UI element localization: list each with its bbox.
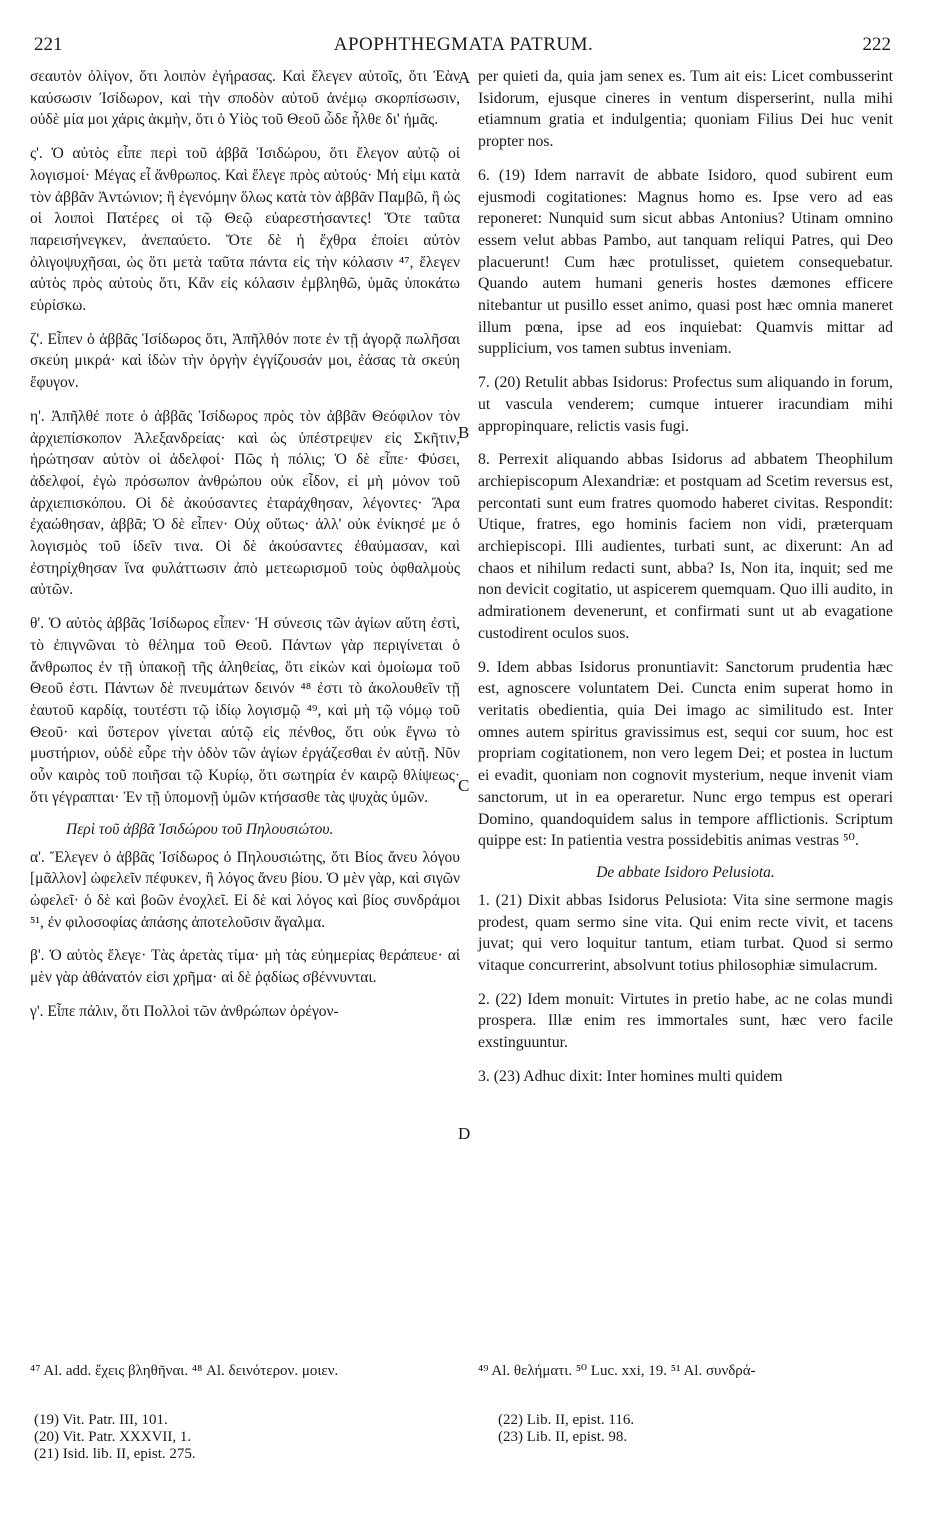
reference-line: (22) Lib. II, epist. 116. [498, 1412, 635, 1428]
greek-paragraph: β'. Ὁ αὐτὸς ἔλεγε· Τὰς ἀρετὰς τίμα· μὴ τὰς εὐημερίας θεράπευε· αἱ μὲν γὰρ ἀθάνατόν εἰσι χρῆμα· αἱ δὲ ῥᾳδίως σβέννυνται. [30, 947, 460, 987]
page-header [0, 0, 927, 60]
margin-letter-c: C [458, 776, 470, 795]
latin-paragraph: 2. (22) Idem monuit: Virtutes in pretio habe, ac ne colas mundi prospera. Illæ enim res immortales sunt, hæc vero facile exstinguuntur. [478, 990, 893, 1052]
latin-paragraph: 1. (21) Dixit abbas Isidorus Pelusiota: Vita sine sermone magis prodest, quam sermo sine vita. Qui enim recte vivit, et tacens juvat; qui vero loquitur tantum, etiam turbat. Quod si sermo vitaque concurrerint, absolvunt totius philosophiæ simulacrum. [478, 891, 893, 975]
greek-paragraph: σεαυτὸν ὀλίγον, ὅτι λοιπὸν ἐγήρασας. Καὶ ἔλεγεν αὐτοῖς, ὅτι Ἐὰν καύσωσιν Ἰσίδωρον, καὶ τὴν σποδὸν αὐτοῦ ἀνέμῳ σκορπίσωσιν, οὐδὲ μία μοι χάρις ἀκμὴν, ὅτι ὁ Υἱὸς τοῦ Θεοῦ ὧδε ἦλθε δι' ἡμᾶς. [30, 68, 460, 129]
greek-paragraph: γ'. Εἶπε πάλιν, ὅτι Πολλοὶ τῶν ἀνθρώπων ὀρέγον- [30, 1002, 339, 1020]
greek-paragraph: η'. Ἀπῆλθέ ποτε ὁ ἀββᾶς Ἰσίδωρος πρὸς τὸν ἀββᾶν Θεόφιλον τὸν ἀρχιεπίσκοπον Ἀλεξανδρείας· καὶ ὡς ὑπέστρεψεν εἰς Σκῆτιν, ἠρώτησαν αὐτὸν οἱ ἀδελφοί· Πῶς ἡ πόλις; Ὁ δὲ εἶπε· Φύσει, ἀδελφοί, ἐγὼ πρόσωπον ἀνθρώπου οὐκ εἶδον, εἰ μὴ μόνον τοῦ ἀρχιεπισκόπου. Οἱ δὲ ἀκούσαντες ἐταράχθησαν, λέγοντες· Ἄρα ἐχαώθησαν, ἀββᾶ; Ὁ δὲ εἶπεν· Οὐχ οὕτως· ἀλλ' οὐκ ἐνίκησέ με ὁ λογισμὸς τοῦ ἰδεῖν τινα. Οἱ δὲ ἀκούσαντες ἐθαύμασαν, καὶ ἐστηρίχθησαν ἵνα φυλάττωσιν ἀπὸ μετεωρισμοῦ τοὺς ὀφθαλμοὺς αὐτῶν. [30, 407, 460, 599]
greek-column [30, 66, 460, 1034]
reference-line: (21) Isid. lib. II, epist. 275. [34, 1446, 196, 1462]
reference-line: (23) Lib. II, epist. 98. [498, 1429, 628, 1445]
greek-section-heading: Περὶ τοῦ ἀββᾶ Ἰσιδώρου τοῦ Πηλουσιώτου. [66, 820, 334, 838]
references-right [498, 1412, 898, 1446]
latin-paragraph: 3. (23) Adhuc dixit: Inter homines multi quidem [478, 1067, 783, 1085]
greek-paragraph: ζ'. Εἶπεν ὁ ἀββᾶς Ἰσίδωρος ὅτι, Ἀπῆλθόν ποτε ἐν τῇ ἀγορᾷ πωλῆσαι σκεύη μικρά· καὶ ἰδὼν τὴν ὀργὴν ἐγγίζουσάν μοι, ἐάσας τὰ σκεύη ἔφυγον. [30, 330, 460, 392]
margin-letter-a: A [458, 68, 471, 87]
greek-footnote: ⁴⁷ Al. add. ἔχεις βληθῆναι. ⁴⁸ Al. δεινότερον. μοιεν. [30, 1363, 339, 1379]
reference-line: (20) Vit. Patr. XXXVII, 1. [34, 1429, 192, 1445]
latin-paragraph: 8. Perrexit aliquando abbas Isidorus ad abbatem Theophilum archiepiscopum Alexandriæ: et postquam ad Scetim reversus est, percontati sunt eum fratres quomodo haberet civitas. Respondit: Utique, fratres, ego hominis faciem non vidi, præterquam archiepiscopi. Illi audientes, turbati sunt, ac dixerunt: An ad chaos et nihilum redacti sunt, abba? Is, Non ita, inquit; sed me non devicit cogitatio, ut aspicerem quemquam. Quo illi audito, in admirationem devenerunt, et confirmati sunt ut ab evagatione custodirent oculos suos. [478, 451, 893, 642]
margin-letter-b: B [458, 423, 470, 442]
latin-footnote: ⁴⁹ Al. θελήματι. ⁵⁰ Luc. xxi, 19. ⁵¹ Al. συνδρά- [478, 1363, 756, 1379]
latin-paragraph: 7. (20) Retulit abbas Isidorus: Profectus sum aliquando in forum, ut vascula venderem; cumque intuerer iracundiam mihi appropinquare, relictis vasis fugi. [478, 374, 893, 435]
latin-section-heading: De abbate Isidoro Pelusiota. [596, 863, 775, 881]
latin-column [478, 66, 893, 1100]
latin-paragraph: per quieti da, quia jam senex es. Tum ait eis: Licet combusserint Isidorum, ejusque cineres in ventum disperserint, nulla mihi etiamnum gratia et indulgentia; quoniam Filius Dei huc venit propter nos. [478, 68, 893, 151]
reference-line: (19) Vit. Patr. III, 101. [34, 1412, 168, 1428]
latin-paragraph: 9. Idem abbas Isidorus pronuntiavit: Sanctorum prudentia hæc est, agnoscere voluntatem Dei. Cuncta enim superat homo in veritatis obedientia, quia Dei imago ac similitudo est. Inter omnes autem spiritus gravissimus est, sequi cor suum, hoc est propriam cogitationem, non vero legem Dei; et postea in luctum ei evadit, quoniam non cognovit mysterium, neque invenit viam sanctorum, ut in ea operaretur. Nunc ergo tempus est operari Domino, quandoquidem salus in tempore afflictionis. Scriptum quippe est: In patientia vestra possidebitis animas vestras ⁵⁰. [478, 658, 893, 850]
left-page-number: 221 [34, 34, 63, 55]
greek-paragraph: θ'. Ὁ αὐτὸς ἀββᾶς Ἰσίδωρος εἶπεν· Ἡ σύνεσις τῶν ἁγίων αὕτη ἐστὶ, τὸ ἐπιγνῶναι τὸ θέλημα τοῦ Θεοῦ. Πάντων γὰρ περιγίνεται ὁ ἄνθρωπος ἐν τῇ ὑπακοῇ τῆς ἀληθείας, ὅτι εἰκὼν καὶ ὁμοίωμα τοῦ Θεοῦ ἐστι. Πάντων δὲ πνευμάτων δεινόν ⁴⁸ ἐστι τὸ ἀκολουθεῖν τῇ ἑαυτοῦ καρδίᾳ, τουτέστι τῷ ἰδίῳ λογισμῷ ⁴⁹, καὶ μὴ τῷ νόμῳ τοῦ Θεοῦ· καὶ ὕστερον γίνεται αὐτῷ εἰς πένθος, ὅτι οὐκ ἔγνω τὸ μυστήριον, οὐδὲ εὗρε τὴν ὁδὸν τῶν ἁγίων ἐργάζεσθαι ἐν αὐτῇ. Νῦν οὖν καιρὸς τοῦ ποιῆσαι τῷ Κυρίῳ, ὅτι σωτηρία ἐν καιρῷ θλίψεως· ὅτι γέγραπται· Ἐν τῇ ὑπομονῇ ὑμῶν κτήσασθε τὰς ψυχὰς ὑμῶν. [30, 615, 460, 806]
right-page-number: 222 [862, 34, 891, 55]
running-title: APOPHTHEGMATA PATRUM. [333, 34, 594, 55]
latin-paragraph: 6. (19) Idem narravit de abbate Isidoro, quod subirent eum ejusmodi cogitationes: Magnus homo es. Ipse vero ad eas reponeret: Nunquid sum sicut abbas Antonius? Utinam omnino essem velut abbas Pambo, aut tanquam reliqui Patres, qui Deo placuerunt! Cum hæc protulisset, quietem consequebatur. Quando autem humani generis hostes dæmones efficere nitebantur ut pusillo esset animo, quasi post hæc omnia maneret illum pœna, ipse ad eos inquiebat: Quamvis mittar ad supplicium, vos tamen subtus inveniam. [478, 166, 893, 358]
references-left [34, 1412, 454, 1463]
greek-paragraph: ς'. Ὁ αὐτὸς εἶπε περὶ τοῦ ἀββᾶ Ἰσιδώρου, ὅτι ἔλεγον αὐτῷ οἱ λογισμοί· Μέγας εἶ ἄνθρωπος. Καὶ ἔλεγε πρὸς αὐτούς· Μή εἰμι κατὰ τὸν ἀββᾶν Ἀντώνιον; ἢ ἐγενόμην ὅλως κατὰ τὸν ἀββᾶν Παμβῶ, ἢ ὡς οἱ λοιποὶ Πατέρες οἱ τῷ Θεῷ εὐαρεστήσαντες! Ὅτε ταῦτα παρεισήνεγκεν, ἀνεπαύετο. Ὅτε δὲ ἡ ἔχθρα ἐποίει αὐτὸν ὀλιγοψυχῆσαι, ὡς ὅτι μετὰ ταῦτα πάντα εἰς τὴν κόλασιν ⁴⁷, ἔλεγεν αὐτὸς πρὸς αὐτοὺς ὅτι, Κἂν εἰς κόλασιν ἐμβληθῶ, ὑμᾶς ὑποκάτω εὑρίσκω. [30, 145, 460, 315]
greek-paragraph: α'. Ἔλεγεν ὁ ἀββᾶς Ἰσίδωρος ὁ Πηλουσιώτης, ὅτι Βίος ἄνευ λόγου [μᾶλλον] ὠφελεῖν πέφυκεν, ἢ λόγος ἄνευ βίου. Ὁ μὲν γὰρ, καὶ σιγῶν ὠφελεῖ· ὁ δὲ καὶ βοῶν ἐνοχλεῖ. Εἰ δὲ καὶ λόγος καὶ βίος συνδράμοι ⁵¹, ἐν φιλοσοφίας ἁπάσης ἀποτελοῦσιν ἄγαλμα. [30, 848, 460, 931]
margin-letter-d: D [458, 1124, 471, 1143]
